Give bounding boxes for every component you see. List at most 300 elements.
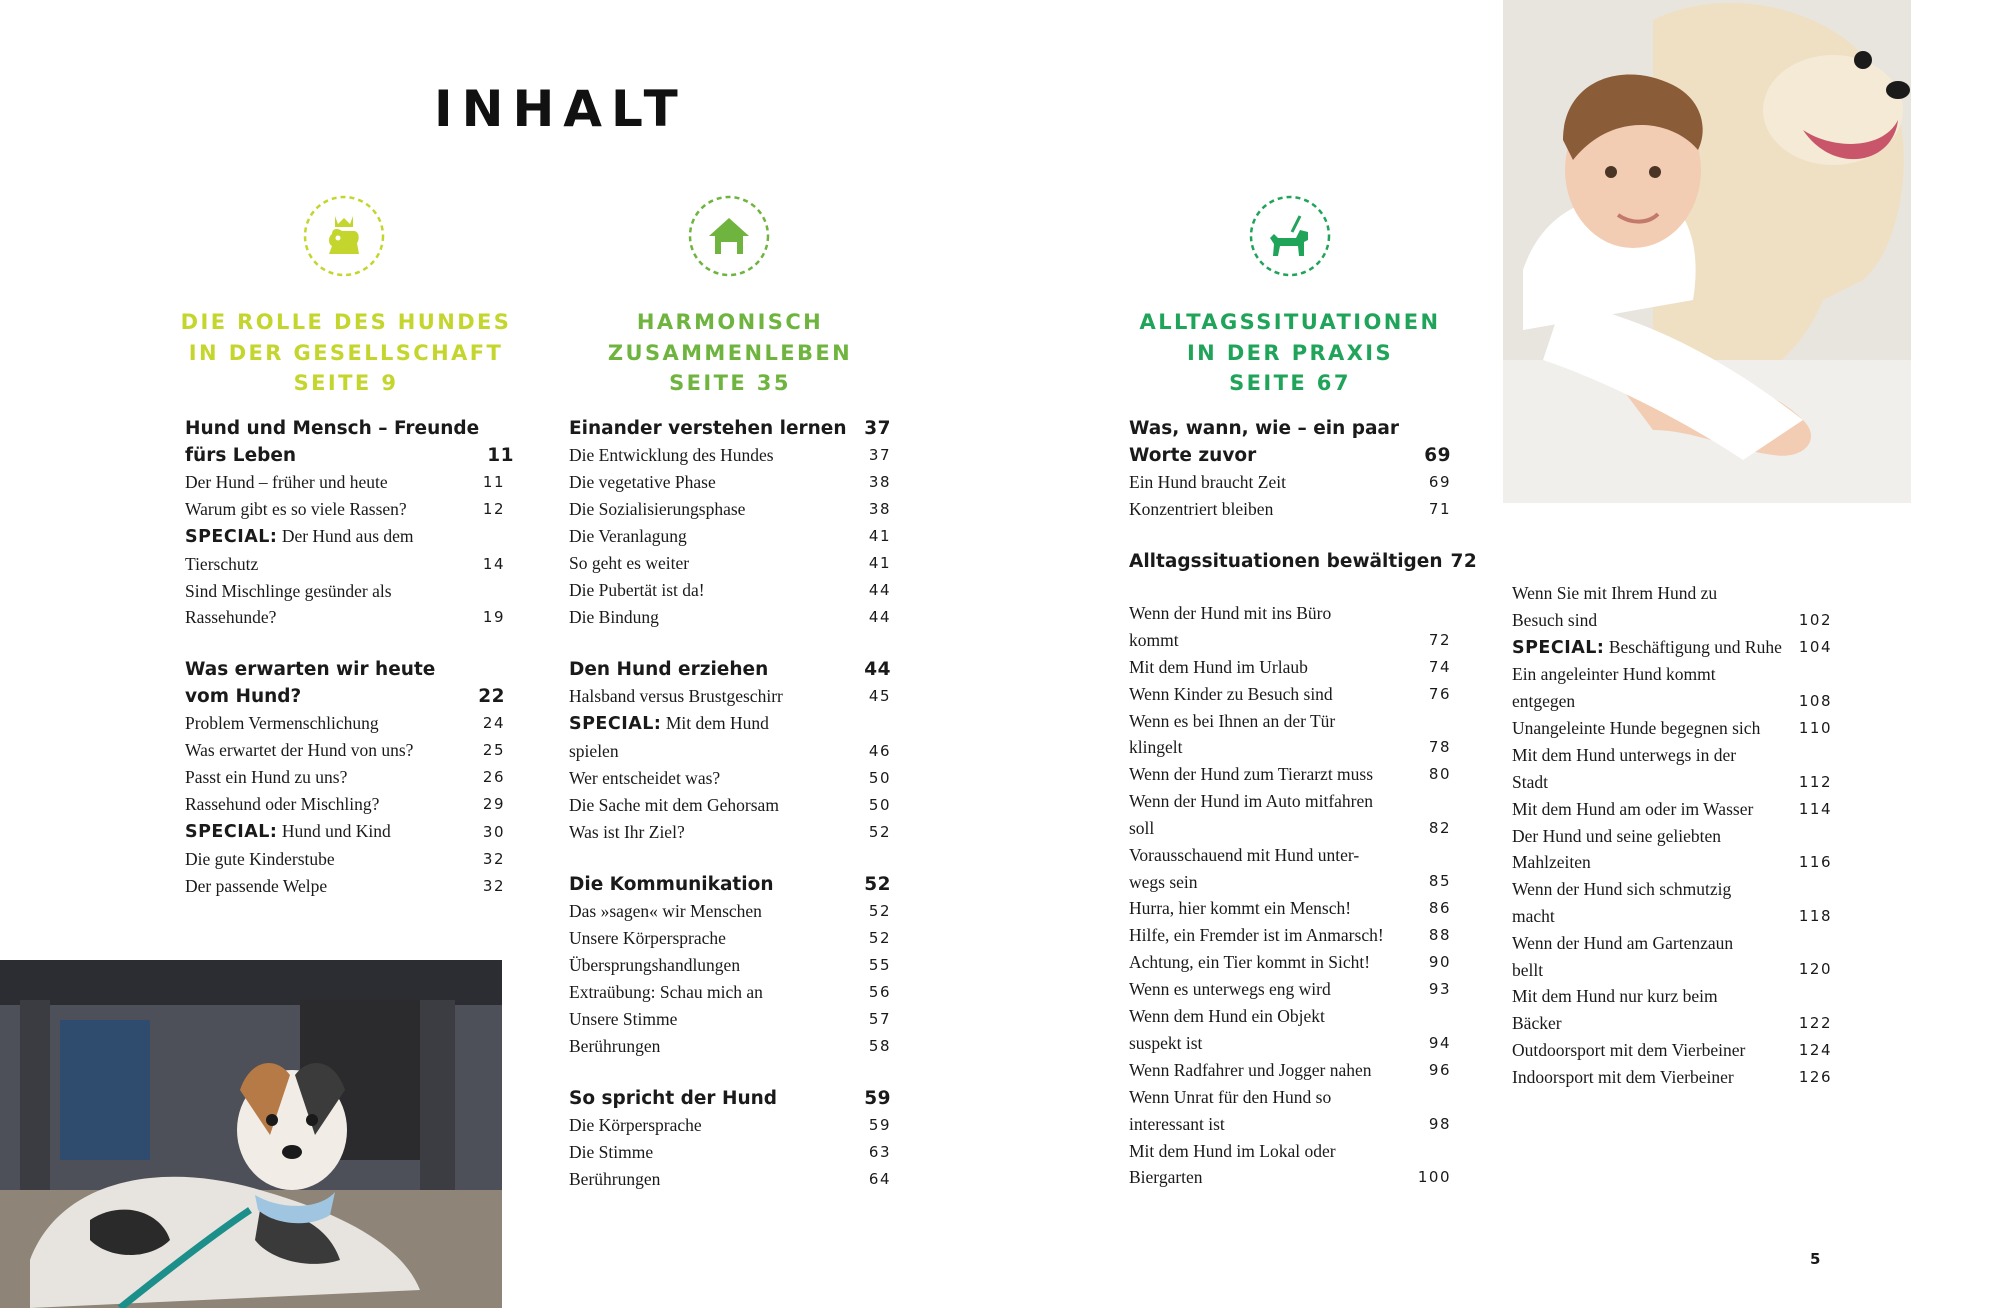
toc-entry-line: Wenn der Hund sich schmutzig [1512,879,1732,900]
toc-entry-title [185,818,475,846]
toc-entry-title [185,791,475,818]
toc-item [1512,661,1832,715]
toc-entry-line: Wenn der Hund mit ins Büro [1129,603,1332,623]
toc-page-number: 100 [1417,1168,1451,1187]
toc-entry-line: Wenn der Hund im Auto mitfahren [1129,791,1374,812]
toc-item [185,737,505,764]
toc-item [569,952,891,979]
section-heading-line: HARMONISCH [636,310,824,334]
toc-entry-line: Problem Vermenschlichung [185,713,379,734]
toc-entry-title [569,442,861,469]
toc-page-number: 19 [482,608,505,627]
toc-page-number: 124 [1798,1040,1832,1059]
toc-entry-title [569,979,861,1006]
toc-entry-title [1512,796,1791,823]
toc-entry-line: Wenn der Hund zum Tierarzt muss [1129,764,1374,785]
toc-item [569,1033,891,1060]
section-heading-line: ZUSAMMENLEBEN [607,340,853,365]
toc-item [1129,949,1451,976]
section-heading-line: IN DER GESELLSCHAFT [188,340,504,365]
toc-entry-line: Die Pubertät ist da! [569,580,705,600]
toc-item [1129,976,1451,1003]
toc-entry-title [185,469,475,496]
toc-page-number: 110 [1798,718,1832,737]
toc-entry-text: Der Hund aus dem [281,526,414,546]
section-heading-line: SEITE 35 [669,371,791,395]
toc-entry-title [569,523,861,550]
toc-entry-line: Mit dem Hund im Lokal oder [1129,1140,1336,1161]
toc-page-number: 64 [868,1169,891,1188]
toc-item [569,765,891,792]
toc-entry-title [1512,742,1791,796]
toc-entry-line: Mit dem Hund am oder im Wasser [1512,798,1754,819]
toc-page-number: 29 [482,795,505,814]
toc-item [1512,1037,1832,1064]
toc-entry-line: Rassehund oder Mischling? [185,794,380,815]
toc-chapter [569,1085,891,1112]
toc-entry-line: suspekt ist [1129,1033,1203,1054]
toc-entry-line: Wenn es bei Ihnen an der Tür [1129,710,1336,731]
australian-shepherd-puppy-photo [0,960,502,1308]
page-title: INHALT [434,80,687,138]
toc-entry-text: Hund und Kind [281,821,391,842]
toc-page-number: 52 [864,873,891,895]
toc-page-number: 71 [1428,500,1451,518]
toc-page-number: 32 [482,876,505,895]
toc-item [1129,1057,1451,1084]
toc-entry-title [1129,496,1421,523]
toc-entry-line: klingelt [1129,737,1183,758]
toc-item [185,846,505,873]
toc-entry-title [185,415,479,469]
toc-page-number: 69 [1424,445,1451,466]
toc-page-number: 102 [1798,610,1832,629]
toc-entry-line: Extraübung: Schau mich an [569,981,763,1002]
toc-entry-title [1129,842,1421,896]
toc-item [1129,496,1451,523]
toc-item [1129,1138,1451,1192]
toc-entry-title [185,710,475,737]
toc-entry-title [185,873,475,900]
toc-entry-line: entgegen [1512,691,1576,712]
toc-page-number: 108 [1798,691,1832,710]
toc-chapter [569,656,891,683]
toc-entry-line: Wenn es unterwegs eng wird [1129,979,1331,1000]
toc-entry-line: Den Hund erziehen [569,659,769,680]
toc-entry-line: Wenn dem Hund ein Objekt [1129,1006,1325,1027]
toc-entry-line: macht [1512,905,1555,926]
toc-item [185,469,505,496]
toc-entry-line: kommt [1129,629,1179,650]
toc-chapter [569,871,891,898]
toc-entry-line: vom Hund? [185,686,302,708]
toc-entry-line [185,523,475,551]
toc-page-number: 56 [868,982,891,1001]
toc-entry-title [569,710,861,765]
toc-entry-title [569,871,856,898]
section-heading-3 [1110,307,1470,399]
toc-entry-line: Berührungen [569,1035,661,1056]
toc-entry-line: Rassehunde? [185,607,277,628]
toc-entry-title [1512,823,1791,877]
toc-page-number: 44 [864,659,891,680]
toc-entry-line: Ein Hund braucht Zeit [1129,472,1286,492]
toc-page-number: 24 [482,714,505,733]
toc-entry-line: Warum gibt es so viele Rassen? [185,499,407,519]
toc-entry-line: Was erwarten wir heute [185,659,436,681]
toc-item [1512,1064,1832,1091]
toc-entry-line: Die Veranlagung [569,526,687,546]
toc-entry-line: Mahlzeiten [1512,852,1591,873]
toc-page-number: 126 [1798,1067,1832,1086]
section-heading-2 [550,307,910,399]
toc-page-number: 14 [482,554,505,573]
toc-entry-title [569,604,861,631]
toc-entry-line: Wenn Kinder zu Besuch sind [1129,683,1333,704]
toc-entry-title [1129,654,1421,681]
toc-page-number: 86 [1428,899,1451,918]
toc-entry-title [1512,661,1791,715]
special-label: SPECIAL: [185,822,278,843]
toc-entry-title [569,1166,861,1193]
toc-entry-line: Bäcker [1512,1013,1562,1034]
toc-entry-title [1129,548,1443,575]
toc-entry-line: Was ist Ihr Ziel? [569,821,685,842]
toc-page-number: 63 [868,1142,891,1161]
toc-entry-title [1129,976,1421,1003]
toc-page-number: 93 [1428,980,1451,999]
toc-item [569,819,891,846]
toc-entry-title [185,846,475,873]
section-heading-line: SEITE 67 [1229,371,1351,395]
toc-page-number: 38 [868,500,891,518]
special-label: SPECIAL: [1512,637,1605,658]
toc-entry-line: Die Bindung [569,607,659,627]
toc-item [1129,469,1451,496]
toc-item [185,710,505,737]
toc-entry-title [185,764,475,791]
toc-entry-line: Mit dem Hund nur kurz beim [1512,986,1718,1007]
toc-page-number: 90 [1428,953,1451,972]
toc-entry-line: Wenn Unrat für den Hund so [1129,1086,1332,1107]
toc-item [569,1139,891,1166]
toc-item [569,442,891,469]
toc-entry-title [1512,715,1791,742]
toc-page-number: 114 [1798,799,1832,818]
special-label: SPECIAL: [569,714,662,734]
toc-item [569,496,891,523]
toc-entry-line: Die gute Kinderstube [185,848,335,869]
toc-entry-text: Mit dem Hund [665,713,769,733]
toc-entry-line: Tierschutz [185,553,259,574]
toc-entry-title [569,819,861,846]
toc-entry-title [1512,634,1791,662]
toc-page-number: 50 [868,795,891,814]
toc-entry-line: Die vegetative Phase [569,472,716,492]
toc-column-4 [1512,580,1832,1091]
toc-entry-line: Die Sozialisierungsphase [569,499,746,519]
toc-entry-line: Sind Mischlinge gesünder als [185,580,392,601]
toc-entry-line: soll [1129,817,1155,838]
toc-page-number: 59 [864,1087,891,1109]
toc-item [185,818,505,846]
toc-column-1 [185,415,514,900]
toc-entry-title [569,469,861,496]
toc-entry-line: Indoorsport mit dem Vierbeiner [1512,1066,1734,1087]
toc-page-number: 26 [482,768,505,787]
toc-entry-line: Die Körpersprache [569,1114,702,1135]
toc-entry-line: Wenn Radfahrer und Jogger nahen [1129,1059,1372,1080]
toc-entry-line: Unangeleinte Hunde begegnen sich [1512,717,1761,738]
toc-entry-line: Passt ein Hund zu uns? [185,767,348,788]
toc-item [185,873,505,900]
toc-entry-title [1129,1003,1421,1057]
toc-item [569,898,891,925]
toc-entry-line: Die Entwicklung des Hundes [569,445,774,465]
toc-chapter [1129,548,1478,575]
toc-entry-line: Mit dem Hund im Urlaub [1129,656,1308,677]
toc-item [1512,796,1832,823]
toc-entry-title [185,578,475,632]
toc-item [185,578,505,632]
toc-page-number: 44 [868,608,891,626]
toc-entry-line: Einander verstehen lernen [569,418,847,439]
toc-entry-line: Berührungen [569,1168,661,1189]
toc-page-number: 78 [1428,738,1451,757]
toc-entry-title [1129,922,1421,949]
toc-entry-title [569,898,861,925]
toc-entry-line: Wenn Sie mit Ihrem Hund zu [1512,583,1718,603]
toc-entry-title [1129,761,1421,788]
toc-page-number: 12 [482,500,505,518]
toc-entry-line: Hilfe, ein Fremder ist im Anmarsch! [1129,925,1384,946]
toc-entry-line: Unsere Körpersprache [569,927,726,948]
toc-item [1512,876,1832,930]
section-heading-line: SEITE 9 [293,371,399,395]
toc-page-number: 32 [482,849,505,868]
toc-entry-title [569,1085,856,1112]
toc-entry-line: spielen [569,740,619,761]
toc-page-number: 52 [868,928,891,947]
toc-entry-title [569,577,861,604]
toc-item [569,1166,891,1193]
toc-entry-title [1512,1037,1791,1064]
toc-item [185,523,505,578]
toc-entry-title [1129,708,1421,762]
toc-entry-title [1512,580,1791,634]
toc-entry-line: Was, wann, wie – ein paar [1129,418,1400,439]
toc-chapter [185,656,505,710]
toc-entry-line: wegs sein [1129,871,1198,892]
toc-entry-title [569,496,861,523]
toc-page-number: 55 [868,955,891,974]
toc-entry-title [569,1112,861,1139]
toc-entry-title [1129,788,1421,842]
toc-page-number: 25 [482,741,505,760]
toc-item [1129,922,1451,949]
toc-entry-line: Konzentriert bleiben [1129,499,1274,519]
toc-entry-line: Wenn der Hund am Gartenzaun [1512,932,1734,953]
toc-page-number: 52 [868,901,891,920]
toc-entry-title [1129,681,1421,708]
toc-item [569,683,891,710]
toc-page-number: 38 [868,473,891,491]
page-number: 5 [1810,1250,1821,1268]
toc-item [1512,580,1832,634]
toc-entry-title [185,737,475,764]
toc-entry-line [185,818,475,846]
toc-item [1129,681,1451,708]
toc-chapter [1129,415,1451,469]
toc-entry-line [1512,634,1791,662]
toc-column-3 [1129,415,1478,1191]
toc-page-number: 69 [1428,473,1451,491]
section-heading-1 [166,307,526,399]
toc-item [1129,788,1451,842]
toc-entry-title [1129,1138,1410,1192]
toc-entry-title [1129,469,1421,496]
toc-item [1512,930,1832,984]
toc-entry-line: Mit dem Hund unterwegs in der [1512,744,1737,765]
toc-item [1512,742,1832,796]
dog-on-leash-icon [1248,194,1332,278]
dog-with-crown-icon [302,194,386,278]
toc-page-number: 98 [1428,1114,1451,1133]
toc-item [1129,761,1451,788]
toc-item [1129,1003,1451,1057]
toc-entry-title [569,925,861,952]
toc-entry-line: Die Sache mit dem Gehorsam [569,794,779,815]
toc-entry-line: Der Hund und seine geliebten [1512,825,1721,846]
toc-item [1129,842,1451,896]
toc-page-number: 37 [864,418,891,439]
toc-item [1129,654,1451,681]
toc-item [1512,983,1832,1037]
toc-entry-line: Outdoorsport mit dem Vierbeiner [1512,1039,1746,1060]
toc-entry-title [1129,415,1416,469]
house-icon [687,194,771,278]
toc-page-number: 85 [1428,872,1451,891]
toc-page-number: 44 [868,581,891,599]
toc-entry-line: Die Kommunikation [569,873,774,895]
toc-item [569,604,891,631]
toc-entry-line: Die Stimme [569,1141,654,1162]
toc-entry-line: So spricht der Hund [569,1087,778,1109]
toc-page-number: 52 [868,822,891,841]
toc-entry-title [1512,1064,1791,1091]
toc-item [569,979,891,1006]
toc-item [1129,1084,1451,1138]
toc-page-number: 50 [868,768,891,787]
toc-entry-title [1129,1057,1421,1084]
toc-entry-line: fürs Leben [185,445,297,466]
toc-page-number: 116 [1798,853,1832,872]
toc-page-number: 80 [1428,765,1451,784]
special-label: SPECIAL: [185,527,278,547]
toc-item [1129,895,1451,922]
toc-entry-line: Das »sagen« wir Menschen [569,900,762,921]
toc-item [569,550,891,577]
toc-page-number: 112 [1798,772,1832,791]
toc-page-number: 22 [478,686,505,708]
toc-entry-title [569,765,861,792]
toc-entry-line: Übersprungshandlungen [569,954,741,975]
toc-page-number: 74 [1428,657,1451,676]
toc-item [569,710,891,765]
toc-entry-title [185,496,475,523]
toc-item [185,496,505,523]
toc-page-number: 88 [1428,926,1451,945]
toc-page-number: 118 [1798,906,1832,925]
toc-entry-line: Der Hund – früher und heute [185,472,388,492]
toc-chapter [569,415,891,442]
toc-entry-line: Vorausschauend mit Hund unter- [1129,844,1360,865]
toc-entry-line: Besuch sind [1512,609,1598,630]
toc-page-number: 41 [868,527,891,545]
toc-entry-line: bellt [1512,959,1544,980]
toc-item [569,523,891,550]
toc-page-number: 72 [1428,630,1451,649]
toc-entry-title [569,792,861,819]
toc-entry-line: Worte zuvor [1129,445,1257,466]
toc-entry-line: Unsere Stimme [569,1008,678,1029]
toc-entry-line: Wer entscheidet was? [569,767,721,788]
toc-entry-title [569,415,856,442]
toc-page-number: 46 [868,741,891,760]
toc-page-number: 82 [1428,818,1451,837]
toc-entry-title [1129,895,1421,922]
toc-item [185,791,505,818]
toc-item [569,577,891,604]
section-heading-line: IN DER PRAXIS [1186,340,1394,365]
toc-entry-line: Alltagssituationen bewältigen [1129,551,1443,572]
toc-page-number: 45 [868,687,891,705]
toc-entry-title [569,1139,861,1166]
toc-chapter [185,415,514,469]
toc-entry-line: Der passende Welpe [185,875,328,896]
toc-entry-title [569,1033,861,1060]
toc-column-2 [569,415,891,1193]
toc-entry-title [185,656,470,710]
toc-entry-line: Was erwartet der Hund von uns? [185,740,414,761]
toc-page-number: 72 [1450,551,1478,572]
toc-entry-title [569,683,861,710]
toc-entry-line [569,710,861,738]
toc-item [1129,600,1451,654]
toc-page-number: 94 [1428,1033,1451,1052]
toc-page-number: 58 [868,1036,891,1055]
toc-item [569,469,891,496]
toc-item [185,764,505,791]
toc-entry-line: Halsband versus Brustgeschirr [569,686,783,706]
toc-page-number: 41 [868,554,891,572]
toc-entry-title [569,1006,861,1033]
toc-entry-title [1512,930,1791,984]
toc-page-number: 120 [1798,960,1832,979]
toc-entry-line: Ein angeleinter Hund kommt [1512,664,1716,685]
toc-entry-line: Biergarten [1129,1167,1203,1188]
toc-item [569,1112,891,1139]
toc-entry-title [1129,600,1421,654]
toc-entry-line: Hurra, hier kommt ein Mensch! [1129,898,1352,919]
boy-with-golden-retriever-photo [1503,0,1911,503]
toc-entry-title [185,523,475,578]
toc-item [1512,634,1832,662]
toc-entry-title [1512,876,1791,930]
toc-item [569,925,891,952]
toc-item [569,1006,891,1033]
toc-page-number: 37 [868,446,891,464]
